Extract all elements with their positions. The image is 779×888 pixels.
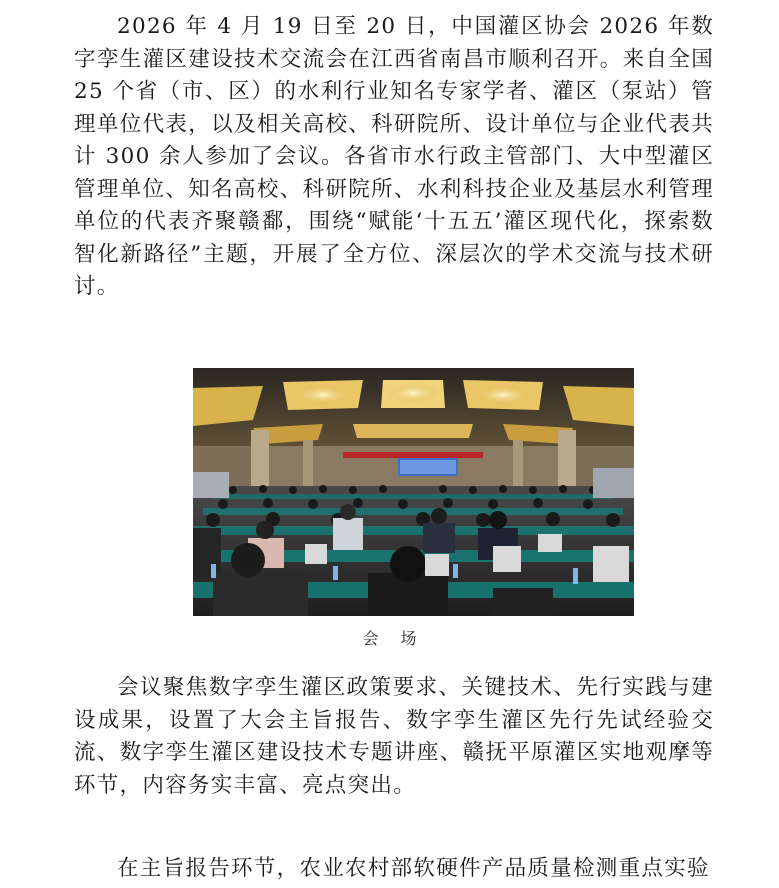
- paragraph-intro: 2026 年 4 月 19 日至 20 日，中国灌区协会 2026 年数字孪生灌区建设技术交流会在江西省南昌市顺利召开。来自全国 25 个省（市、区）的水利行业知名专家学者、灌区（泵站）管理单位代表，以及相关高校、科研院所、设计单位与企业代表共计 300 余人参加了会议。各省市水行政主管部门、大中型灌区管理单位、知名高校、科研院所、水利科技企业及基层水利管理单位的代表齐聚赣鄱，围绕“赋能‘十五五’灌区现代化，探索数智化新路径”主题，开展了全方位、深层次的学术交流与技术研讨。: [74, 14, 714, 299]
- photo-caption: 会场: [362, 629, 439, 648]
- paragraph-agenda: 会议聚焦数字孪生灌区政策要求、关键技术、先行实践与建设成果，设置了大会主旨报告、数字孪生灌区先行先试经验交流、数字孪生灌区建设技术专题讲座、赣抚平原灌区实地观摩等环节，内容务实丰富、亮点突出。: [74, 675, 714, 798]
- paragraph-keynote: 在主旨报告环节，农业农村部软硬件产品质量检测重点实验: [117, 856, 710, 881]
- conference-hall-photo: [193, 368, 634, 616]
